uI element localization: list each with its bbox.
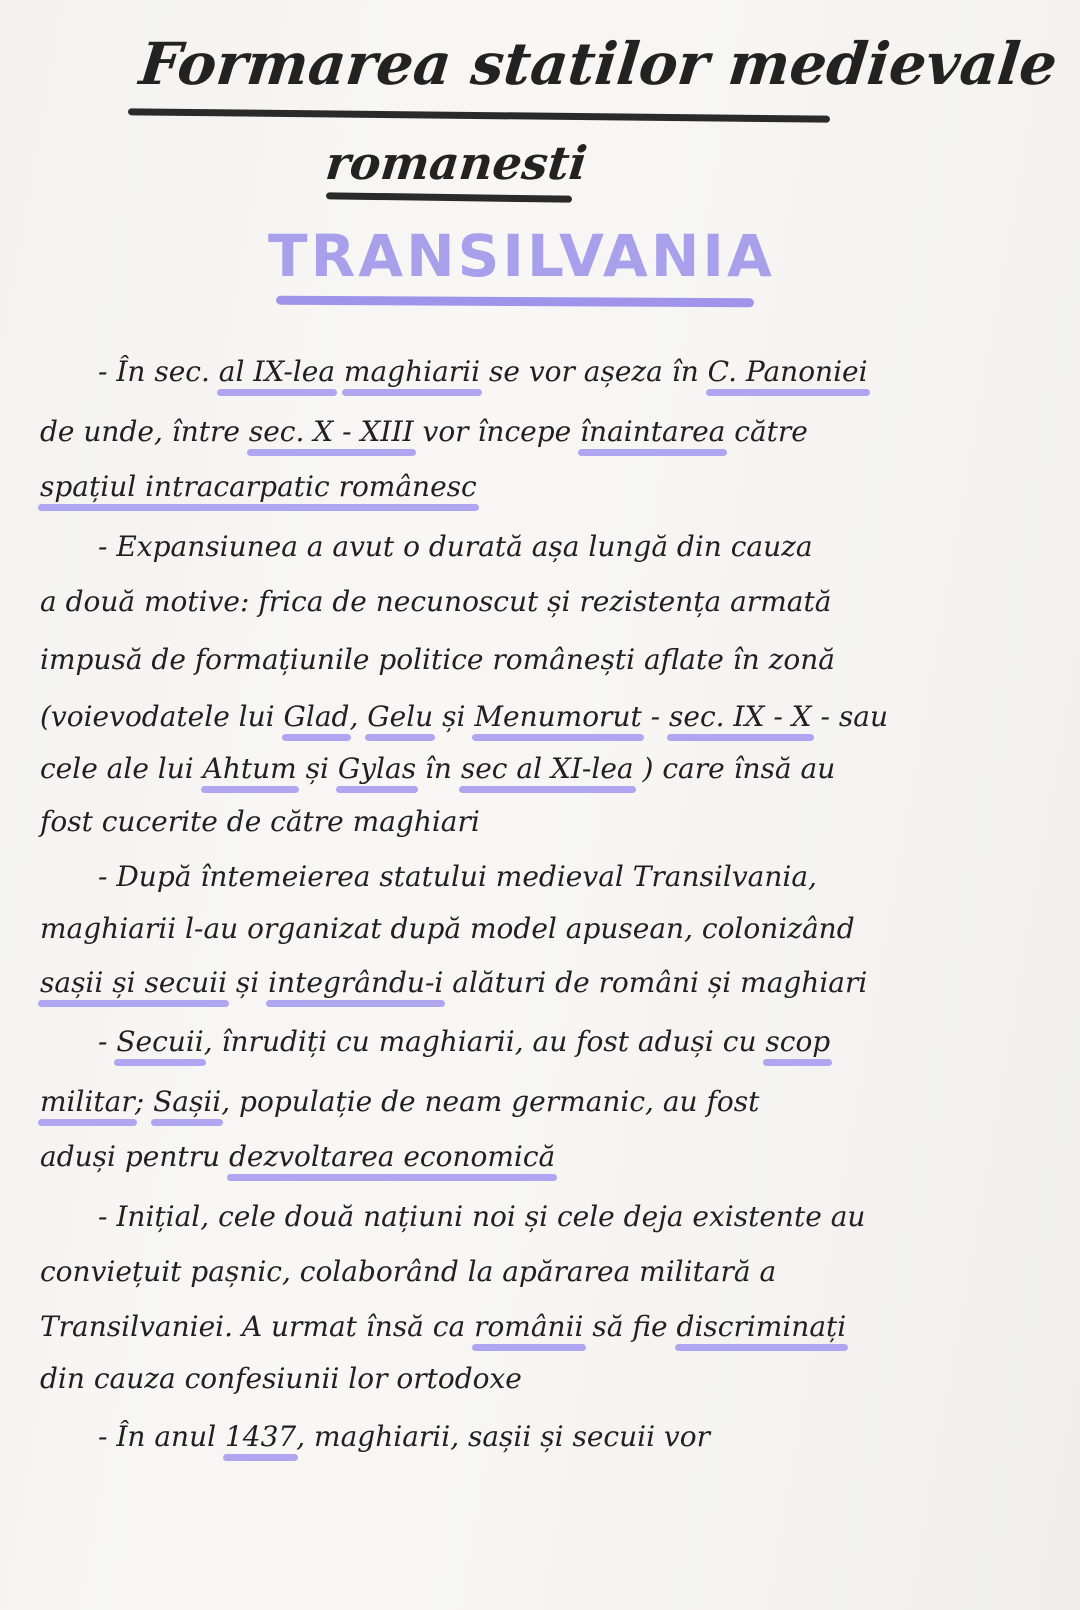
text-segment: și xyxy=(433,700,475,733)
text-line xyxy=(98,1025,830,1058)
text-segment: și xyxy=(296,752,338,785)
highlighted-term: integrându-i xyxy=(268,966,444,999)
text-segment: în xyxy=(416,752,461,785)
text-line xyxy=(40,1085,759,1118)
text-line xyxy=(40,700,888,733)
text-line xyxy=(40,585,831,618)
text-segment: - sau xyxy=(811,700,888,733)
text-segment: , maghiarii, sașii și secuii vor xyxy=(296,1420,710,1453)
page-title: Formarea statilor medievale xyxy=(136,30,1061,98)
highlighted-term: sec. X - XIII xyxy=(248,415,414,448)
text-segment: (voievodatele lui xyxy=(40,700,284,733)
text-line xyxy=(98,1200,865,1233)
text-line xyxy=(98,1420,710,1453)
text-line xyxy=(98,355,868,388)
section-heading-underline xyxy=(276,296,754,308)
text-line xyxy=(40,1310,846,1343)
highlighted-term: Ahtum xyxy=(202,752,297,785)
text-line xyxy=(40,912,855,945)
highlighted-term: Sașii xyxy=(153,1085,222,1118)
highlighted-term: spațiul intracarpatic românesc xyxy=(40,470,477,503)
text-segment: de unde, între xyxy=(40,415,249,448)
text-segment: a două motive: frica de necunoscut și rezistența armată xyxy=(40,585,832,618)
highlighted-term: Glad xyxy=(283,700,350,733)
text-segment: - xyxy=(641,700,669,733)
text-segment: , înrudiți cu maghiarii, au fost aduși cu xyxy=(203,1025,766,1058)
text-segment: - xyxy=(98,1025,117,1058)
highlighted-term: Gylas xyxy=(337,752,417,785)
text-segment: alături de români și maghiari xyxy=(443,966,868,999)
text-segment: către xyxy=(725,415,808,448)
section-heading: TRANSILVANIA xyxy=(268,222,775,290)
text-segment: impusă de formațiunile politice românești aflate în zonă xyxy=(40,643,835,676)
title-underline xyxy=(128,108,830,122)
text-segment: - După întemeierea statului medieval Transilvania, xyxy=(98,860,817,893)
highlighted-term: Gelu xyxy=(367,700,434,733)
text-segment: aduși pentru xyxy=(40,1140,229,1173)
highlighted-term: 1437 xyxy=(224,1420,297,1453)
text-line xyxy=(40,805,480,838)
highlighted-term: sec al XI-lea xyxy=(460,752,634,785)
text-segment: - Expansiunea a avut o durată așa lungă din cauza xyxy=(98,530,813,563)
highlighted-term: românii xyxy=(474,1310,584,1343)
page-subtitle: romanesti xyxy=(323,136,590,190)
text-segment: ) care însă au xyxy=(633,752,836,785)
highlighted-term: sec. IX - X xyxy=(669,700,812,733)
highlighted-term: dezvoltarea economică xyxy=(228,1140,556,1173)
highlighted-term: C. Panoniei xyxy=(707,355,868,388)
text-segment: - În anul xyxy=(98,1420,225,1453)
text-segment: vor începe xyxy=(413,415,581,448)
text-segment: și xyxy=(227,966,269,999)
subtitle-underline xyxy=(326,192,572,202)
text-segment: maghiarii l-au organizat după model apusean, colonizând xyxy=(40,912,855,945)
text-line xyxy=(40,415,808,448)
text-line xyxy=(40,1140,555,1173)
text-segment: din cauza confesiunii lor ortodoxe xyxy=(40,1362,522,1395)
text-segment: - Inițial, cele două națiuni noi și cele deja existente au xyxy=(98,1200,866,1233)
text-segment: Transilvaniei. A urmat însă ca xyxy=(40,1310,475,1343)
highlighted-term: Secuii xyxy=(116,1025,204,1058)
text-line xyxy=(40,1255,776,1288)
highlighted-term: al IX-lea xyxy=(218,355,336,388)
highlighted-term: maghiarii xyxy=(343,355,481,388)
text-line xyxy=(40,470,477,503)
text-line xyxy=(40,752,835,785)
text-line xyxy=(40,1362,522,1395)
text-line xyxy=(98,860,817,893)
highlighted-term: înaintarea xyxy=(580,415,726,448)
text-segment: ; xyxy=(134,1085,154,1118)
text-line xyxy=(40,643,835,676)
highlighted-term: Menumorut xyxy=(474,700,642,733)
text-line xyxy=(40,966,867,999)
text-segment: cele ale lui xyxy=(40,752,203,785)
text-segment xyxy=(335,355,344,388)
highlighted-term: scop xyxy=(765,1025,831,1058)
highlighted-term: discriminați xyxy=(676,1310,847,1343)
text-segment: , xyxy=(349,700,368,733)
text-line xyxy=(98,530,813,563)
text-segment: , populație de neam germanic, au fost xyxy=(221,1085,760,1118)
text-segment: să fie xyxy=(583,1310,677,1343)
text-segment: conviețuit pașnic, colaborând la apărarea militară a xyxy=(40,1255,777,1288)
highlighted-term: militar xyxy=(40,1085,135,1118)
text-segment: fost cucerite de către maghiari xyxy=(40,805,480,838)
text-segment: se vor așeza în xyxy=(480,355,708,388)
text-segment: - În sec. xyxy=(98,355,219,388)
highlighted-term: sașii și secuii xyxy=(40,966,228,999)
